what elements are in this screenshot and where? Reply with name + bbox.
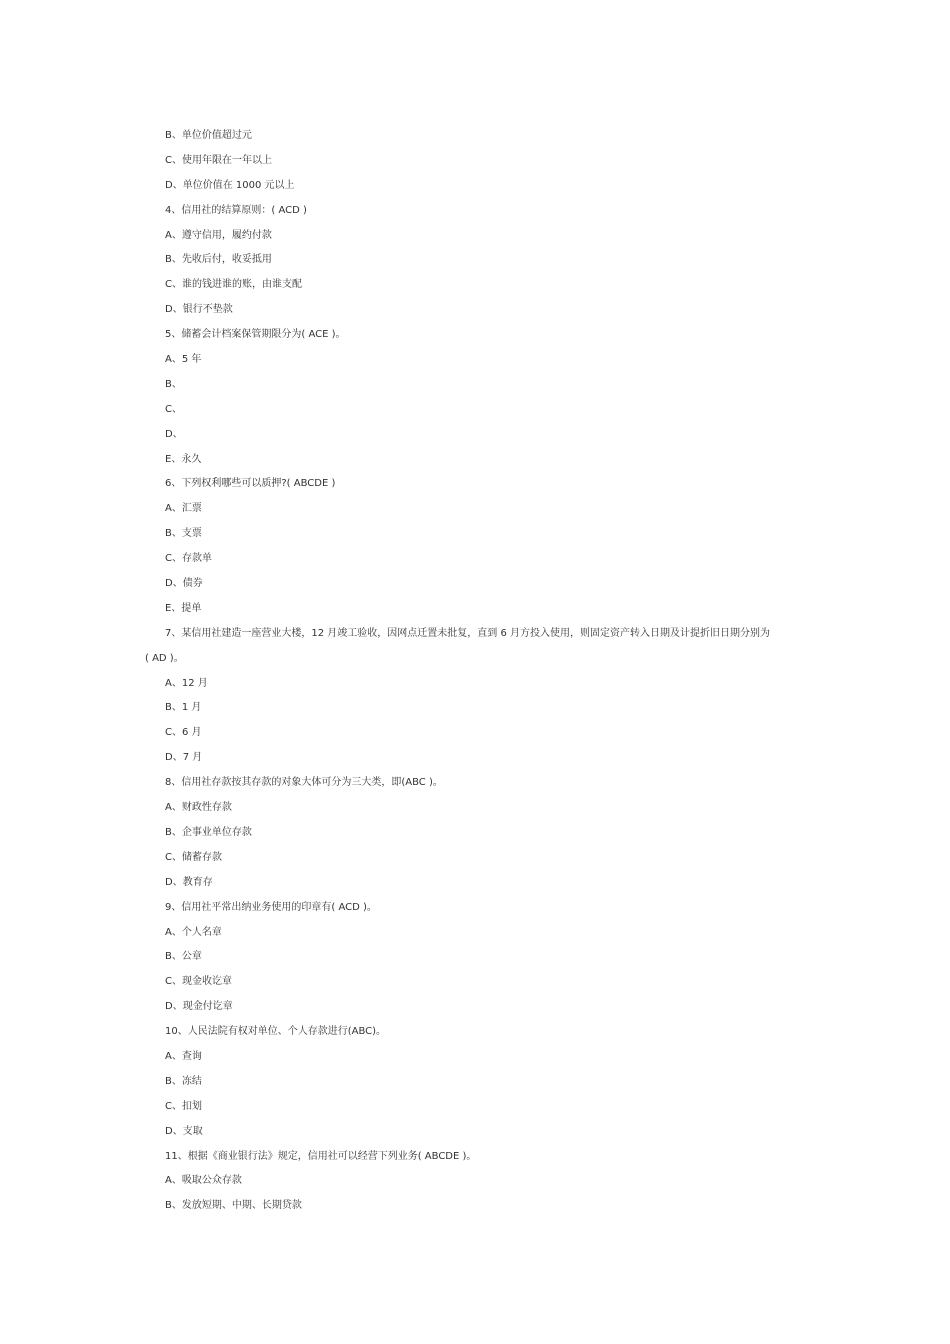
document-page <box>0 124 950 1219</box>
text-line: B、先收后付，收妥抵用 <box>165 254 272 266</box>
text-line: D、支取 <box>165 1125 203 1137</box>
text-line: B、1 月 <box>165 702 202 714</box>
text-line: A、12 月 <box>165 677 208 689</box>
text-line: A、吸取公众存款 <box>165 1175 242 1187</box>
text-line: A、汇票 <box>165 503 202 515</box>
text-line: D、现金付讫章 <box>165 1001 233 1013</box>
text-line: D、单位价值在 1000 元以上 <box>165 179 295 191</box>
text-line: C、扣划 <box>165 1100 202 1112</box>
text-line: 9、信用社平常出纳业务使用的印章有( ACD )。 <box>165 901 377 913</box>
text-line: B、企事业单位存款 <box>165 826 252 838</box>
text-line: C、谁的钱进谁的账，由谁支配 <box>165 279 302 291</box>
text-line: C、储蓄存款 <box>165 851 222 863</box>
text-line: E、提单 <box>165 602 202 614</box>
text-line: A、个人名章 <box>165 926 222 938</box>
text-line: ( AD )。 <box>145 652 184 664</box>
text-line: D、 <box>165 428 183 440</box>
text-line: 11、根据《商业银行法》规定，信用社可以经营下列业务( ABCDE )。 <box>165 1150 477 1162</box>
text-line: C、 <box>165 403 182 415</box>
text-line: 7、某信用社建造一座营业大楼，12 月竣工验收，因网点迁置未批复，直到 6 月方投入使用，则固定资产转入日期及计提折旧日期分别为 <box>165 627 770 639</box>
text-line: 4、信用社的结算原则：( ACD ) <box>165 204 307 216</box>
text-line: B、发放短期、中期、长期贷款 <box>165 1200 302 1212</box>
text-line: A、5 年 <box>165 354 202 366</box>
text-line: 6、下列权利哪些可以质押?( ABCDE ) <box>165 478 336 490</box>
text-line: 10、人民法院有权对单位、个人存款进行(ABC)。 <box>165 1026 387 1038</box>
text-line: A、查询 <box>165 1050 202 1062</box>
text-line: B、单位价值超过元 <box>165 130 252 141</box>
text-line: E、永久 <box>165 453 202 465</box>
text-line: D、银行不垫款 <box>165 304 233 316</box>
text-line: B、 <box>165 378 182 390</box>
text-line: C、6 月 <box>165 727 202 739</box>
text-line: 5、储蓄会计档案保管期限分为( ACE )。 <box>165 329 346 341</box>
text-line: B、公章 <box>165 951 202 963</box>
text-line: C、现金收讫章 <box>165 976 232 988</box>
text-line: A、遵守信用，履约付款 <box>165 229 272 241</box>
text-line: D、教育存 <box>165 876 213 888</box>
text-line: C、存款单 <box>165 553 212 565</box>
text-line: B、冻结 <box>165 1075 202 1087</box>
text-line: 8、信用社存款按其存款的对象大体可分为三大类，即(ABC )。 <box>165 777 443 789</box>
text-line: D、7 月 <box>165 752 203 764</box>
text-line: C、使用年限在一年以上 <box>165 154 272 166</box>
text-line: A、财政性存款 <box>165 802 232 814</box>
text-line: B、支票 <box>165 528 202 540</box>
text-line: D、债券 <box>165 578 203 590</box>
